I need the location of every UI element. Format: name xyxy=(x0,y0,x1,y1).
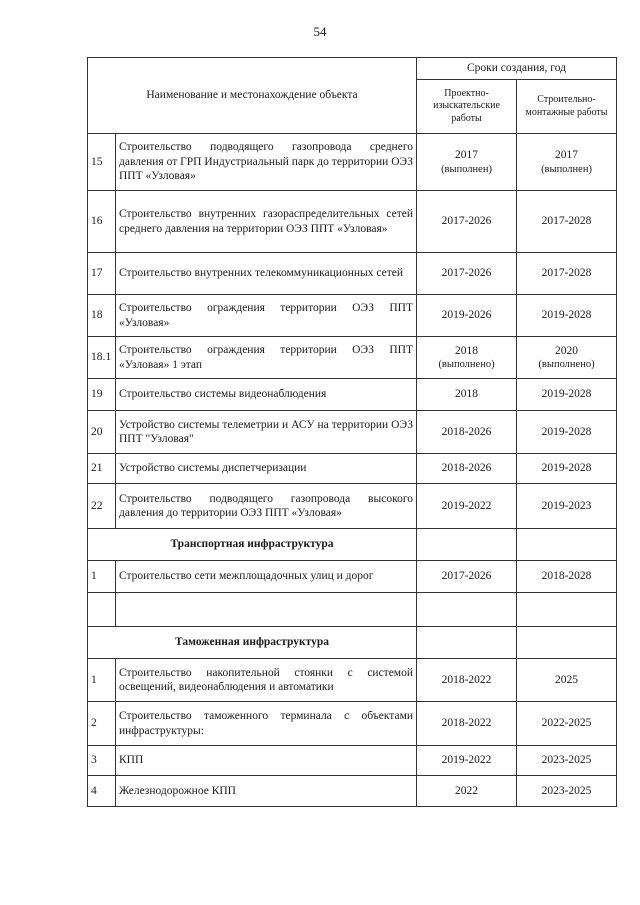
table-row xyxy=(88,379,617,411)
table-row xyxy=(88,746,617,776)
design-years: 2019-2022 xyxy=(417,746,517,776)
table-row xyxy=(88,253,617,295)
design-cell xyxy=(417,337,517,379)
design-years: 2018-2022 xyxy=(417,702,517,746)
table-row xyxy=(88,561,617,593)
header-name: Наименование и местонахождение объекта xyxy=(88,58,417,134)
empty-cell xyxy=(417,529,517,561)
table-row xyxy=(88,191,617,253)
object-name: Строительство системы видеонаблюдения xyxy=(116,379,417,411)
section-title-customs: Таможенная инфраструктура xyxy=(88,627,417,659)
row-number: 16 xyxy=(88,191,116,253)
object-name: Устройство системы диспетчеризации xyxy=(116,454,417,484)
design-years: 2022 xyxy=(417,776,517,807)
construction-years: 2019-2028 xyxy=(517,379,617,411)
design-years: 2017-2026 xyxy=(417,561,517,593)
row-number: 17 xyxy=(88,253,116,295)
object-name: Строительство сети межплощадочных улиц и дорог xyxy=(116,561,417,593)
construction-years: 2017-2028 xyxy=(517,253,617,295)
table-row xyxy=(88,134,617,191)
table-row xyxy=(88,776,617,807)
object-name: Строительство подводящего газопровода среднего давления от ГРП Индустриальный парк до территории ОЭЗ ППТ «Узловая» xyxy=(116,134,417,191)
design-year: 2017 xyxy=(455,149,478,162)
object-name: Строительство внутренних газораспределительных сетей среднего давления на территории ОЭЗ ППТ «Узловая» xyxy=(116,191,417,253)
construction-years: 2018-2028 xyxy=(517,561,617,593)
empty-cell xyxy=(417,593,517,627)
design-years: 2018-2022 xyxy=(417,659,517,702)
construction-years: 2019-2028 xyxy=(517,411,617,454)
object-name: Строительство ограждения территории ОЭЗ ППТ «Узловая» xyxy=(116,295,417,337)
empty-cell xyxy=(517,529,617,561)
design-years: 2017-2026 xyxy=(417,253,517,295)
row-number: 21 xyxy=(88,454,116,484)
header-construction: Строительно-монтажные работы xyxy=(517,80,617,134)
section-title-transport: Транспортная инфраструктура xyxy=(88,529,417,561)
table-row xyxy=(88,411,617,454)
empty-row xyxy=(88,593,617,627)
object-name: Строительство накопительной стоянки с системой освещений, видеонаблюдения и автоматики xyxy=(116,659,417,702)
row-number: 19 xyxy=(88,379,116,411)
construction-years: 2025 xyxy=(517,659,617,702)
construction-years: 2017-2028 xyxy=(517,191,617,253)
row-number: 15 xyxy=(88,134,116,191)
design-years: 2019-2022 xyxy=(417,484,517,529)
object-name: Строительство таможенного терминала с объектами инфраструктуры: xyxy=(116,702,417,746)
construction-year: 2020 xyxy=(555,344,578,357)
construction-year: 2017 xyxy=(555,149,578,162)
header-design: Проектно-изыскательские работы xyxy=(417,80,517,134)
design-note: (выполнен) xyxy=(441,163,492,175)
design-note: (выполнено) xyxy=(438,359,495,371)
design-years: 2017-2026 xyxy=(417,191,517,253)
row-number: 18.1 xyxy=(88,337,116,379)
construction-years: 2019-2028 xyxy=(517,454,617,484)
empty-cell xyxy=(417,627,517,659)
object-name: Железнодорожное КПП xyxy=(116,776,417,807)
header-row xyxy=(88,58,617,80)
construction-years: 2019-2028 xyxy=(517,295,617,337)
objects-table xyxy=(87,57,617,807)
design-cell xyxy=(417,134,517,191)
empty-cell xyxy=(116,593,417,627)
construction-note: (выполнен) xyxy=(541,163,592,175)
section-row xyxy=(88,529,617,561)
table-row xyxy=(88,337,617,379)
design-years: 2018 xyxy=(417,379,517,411)
table-row xyxy=(88,295,617,337)
design-years: 2018-2026 xyxy=(417,411,517,454)
object-name: Устройство системы телеметрии и АСУ на территории ОЭЗ ППТ "Узловая" xyxy=(116,411,417,454)
row-number: 3 xyxy=(88,746,116,776)
row-number: 18 xyxy=(88,295,116,337)
header-dates: Сроки создания, год xyxy=(417,58,617,80)
row-number: 20 xyxy=(88,411,116,454)
empty-cell xyxy=(88,593,116,627)
construction-cell xyxy=(517,337,617,379)
row-number: 1 xyxy=(88,659,116,702)
construction-years: 2023-2025 xyxy=(517,746,617,776)
row-number: 22 xyxy=(88,484,116,529)
construction-cell xyxy=(517,134,617,191)
row-number: 1 xyxy=(88,561,116,593)
row-number: 4 xyxy=(88,776,116,807)
design-year: 2018 xyxy=(455,344,478,357)
object-name: Строительство подводящего газопровода высокого давления до территории ОЭЗ ППТ «Узловая» xyxy=(116,484,417,529)
section-row xyxy=(88,627,617,659)
page-number: 54 xyxy=(313,24,327,39)
construction-years: 2022-2025 xyxy=(517,702,617,746)
design-years: 2018-2026 xyxy=(417,454,517,484)
object-name: КПП xyxy=(116,746,417,776)
table-row xyxy=(88,659,617,702)
construction-note: (выполнено) xyxy=(538,359,595,371)
design-years: 2019-2026 xyxy=(417,295,517,337)
construction-years: 2019-2023 xyxy=(517,484,617,529)
table-row xyxy=(88,484,617,529)
empty-cell xyxy=(517,627,617,659)
table-row xyxy=(88,454,617,484)
row-number: 2 xyxy=(88,702,116,746)
object-name: Строительство ограждения территории ОЭЗ ППТ «Узловая» 1 этап xyxy=(116,337,417,379)
object-name: Строительство внутренних телекоммуникационных сетей xyxy=(116,253,417,295)
empty-cell xyxy=(517,593,617,627)
construction-years: 2023-2025 xyxy=(517,776,617,807)
table-row xyxy=(88,702,617,746)
